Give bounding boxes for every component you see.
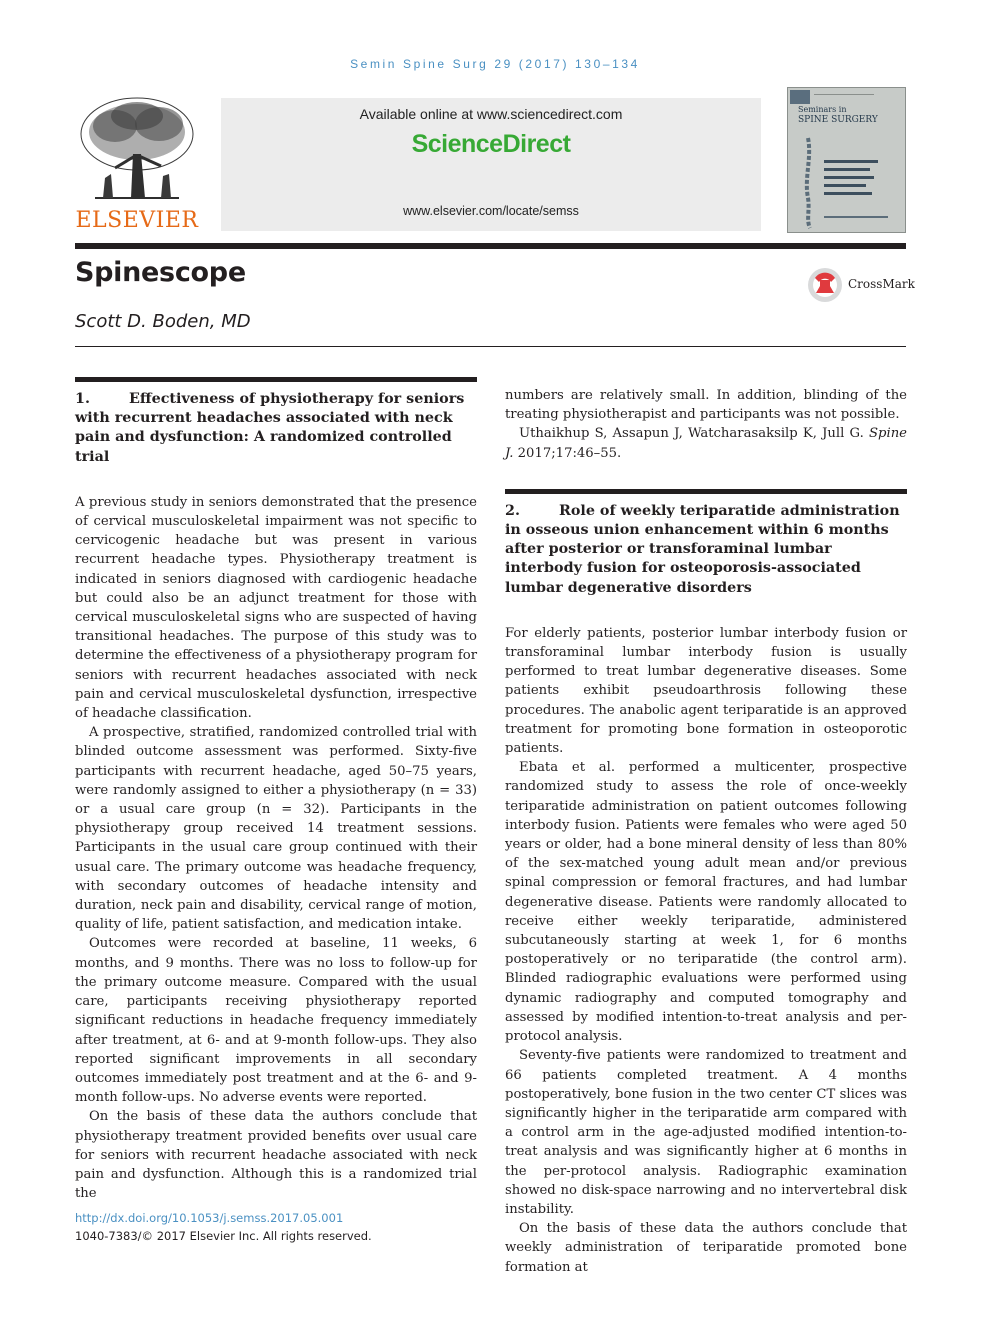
running-head: Semin Spine Surg 29 (2017) 130–134 [350,57,640,71]
section-2-number: 2. [505,502,520,519]
journal-url-link[interactable]: www.elsevier.com/locate/semss [403,204,579,218]
doi-link[interactable]: http://dx.doi.org/10.1053/j.semss.2017.05.001 [75,1211,344,1225]
section-2-paragraph: For elderly patients, posterior lumbar interbody fusion or transforaminal lumbar interbody fusion is usually performed to treat lumbar degenerative diseases. Some patients exhibit pseudoarthrosis following these procedures. The anabolic agent teriparatide is an approved treatment for promoting bone formation in osteoporotic patients. [505,625,907,757]
section-1-paragraph: Outcomes were recorded at baseline, 11 weeks, 6 months, and 9 months. There was no loss to follow-up for the primary outcome measure. Compared with the usual care, participants receiving physiotherapy reported significant reductions in headache frequency immediately after treatment, at 6- and at 9-month follow-ups. They also reported significant improvements in all secondary outcomes immediately post treatment and at the 6- and 9-month follow-ups. No adverse events were reported. [75,936,477,1106]
section-2-paragraph: Seventy-five patients were randomized to treatment and 66 patients completed treatment. A 4 months postoperatively, bone fusion in the two center CT slices was significantly higher in the teriparatide arm compared with a control arm in the age-adjusted modified intention-to-treat analysis and was significantly higher at 6 months in the per-protocol analysis. Radiographic examination showed no disk-space narrowing and no intervertebral disk instability. [505,1048,907,1217]
section-2-rule [505,489,907,494]
right-column [505,386,907,1277]
section-1-reference [505,424,907,462]
journal-cover[interactable] [787,87,906,233]
author-divider [75,346,906,347]
sciencedirect-logo[interactable]: ScienceDirect [411,130,571,158]
author-name: Scott D. Boden, MD [75,311,251,332]
section-2-paragraph: Ebata et al. performed a multicenter, prospective randomized study to assess the role of once-weekly teriparatide administration on patient outcomes following interbody fusion. Patients were females who were aged 50 years or older, had a bone mineral density of less than 80% of the sex-matched young adult mean and/or previous spinal compression or femoral fractures, and had lumbar degenerative disease. Patients were randomly allocated to receive either weekly teriparatide, administered subcutaneously starting at week 1, for 6 months postoperatively or no teriparatide (the control arm). Blinded radiographic evaluations were performed using dynamic radiography and computed tomography and assessed by modified intention-to-treat analysis and per-protocol analysis. [505,760,907,1045]
crossmark-label: CrossMark [848,277,915,291]
tree-icon [75,94,199,206]
cover-title-line1: Seminars in [798,105,847,114]
reference-authors: Uthaikhup S, Assapun J, Watcharasaksilp K, Jull G. [519,426,864,442]
section-1-heading [75,390,477,467]
sciencedirect-banner [221,98,761,231]
crossmark-icon [806,266,844,304]
section-2-paragraph: On the basis of these data the authors conclude that weekly administration of teriparatide promoted bone formation at [505,1221,907,1275]
header-divider [75,243,906,249]
cover-title-line2: SPINE SURGERY [798,115,878,125]
article-title: Spinescope [75,257,246,288]
reference-detail: 2017;17:46–55. [517,445,622,461]
copyright-text: 1040-7383/© 2017 Elsevier Inc. All rights reserved. [75,1229,372,1243]
section-1-continuation: numbers are relatively small. In addition, blinding of the treating physiotherapist and participants was not possible. [505,388,907,423]
footer [75,1209,372,1245]
section-2-heading [505,502,907,598]
section-1-rule [75,377,477,382]
section-1-number: 1. [75,391,90,407]
left-column [75,377,477,1203]
elsevier-wordmark: ELSEVIER [75,208,199,233]
section-1-title: Effectiveness of physiotherapy for seniors with recurrent headaches associated with neck pain and dysfunction: A randomized controlled trial [75,391,465,465]
section-1-paragraph: A previous study in seniors demonstrated that the presence of cervical musculoskeletal impairment was not specific to cervicogenic headache but was present in various recurrent headache types. Physiotherapy treatment is indicated in seniors diagnosed with cardiogenic headache but could also be an adjunct treatment for those with cervical musculoskeletal signs who are suspected of having transitional headaches. The purpose of this study was to determine the effectiveness of a physiotherapy program for seniors with recurrent headaches associated with neck pain and cervical musculoskeletal dysfunction, irrespective of headache classification. [75,494,477,722]
crossmark-badge[interactable] [806,266,915,304]
section-1-paragraph: On the basis of these data the authors conclude that physiotherapy treatment provided benefits over usual care for seniors with recurrent headache associated with neck pain and dysfunction. Although this is a randomized trial the [75,1109,477,1202]
section-2-title: Role of weekly teriparatide administration in osseous union enhancement within 6 months after posterior or transforaminal lumbar interbody fusion for osteoporosis-associated lumbar degenerative disorders [505,502,900,596]
section-1-paragraph: A prospective, stratified, randomized controlled trial with blinded outcome assessment was performed. Sixty-five participants with recurrent headache, aged 50–75 years, were randomly assigned to either a physiotherapy (n = 33) or a usual care group (n = 32). Participants in the physiotherapy group received 14 treatment sessions. Participants in the usual care group continued with their usual care. The primary outcome was headache frequency, with secondary outcomes of headache intensity and duration, neck pain and disability, cervical range of motion, quality of life, patient satisfaction, and medication intake. [75,725,477,933]
available-online-text[interactable]: Available online at www.sciencedirect.com [359,106,623,122]
elsevier-logo[interactable] [75,94,199,234]
reference-journal: Spine J. [505,426,907,461]
